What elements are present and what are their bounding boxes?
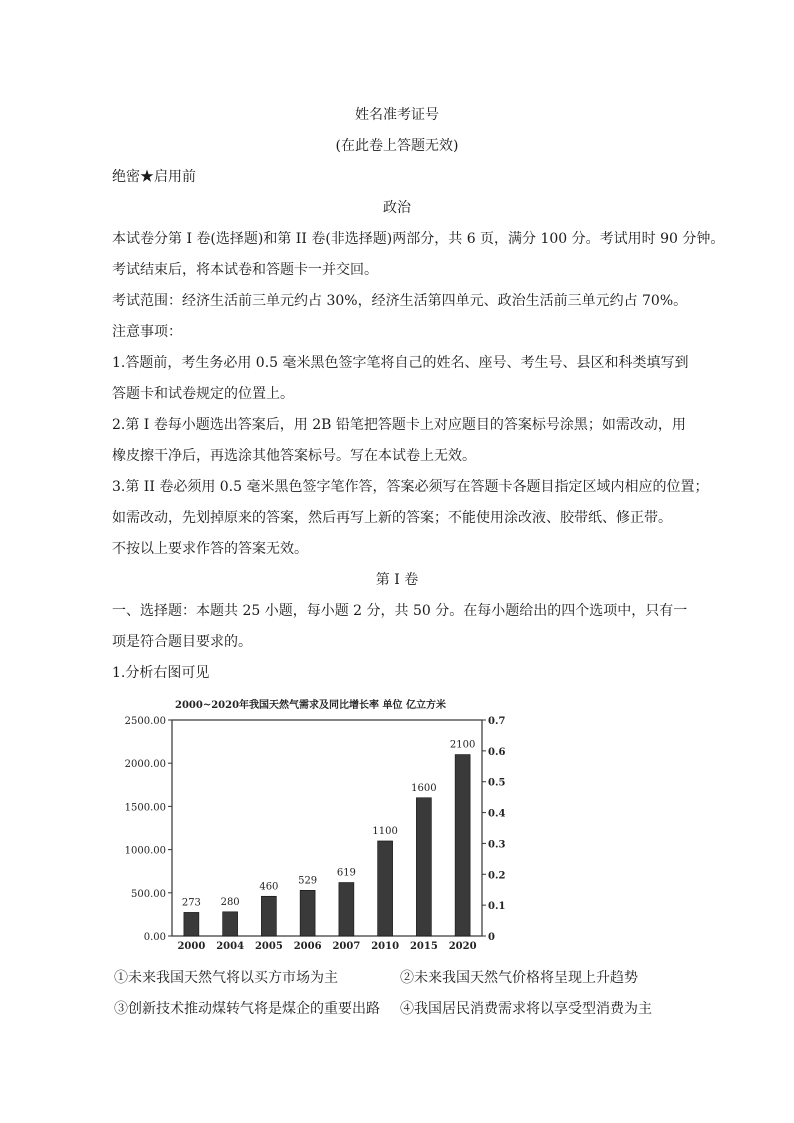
intro-line-1: 本试卷分第 I 卷(选择题)和第 II 卷(非选择题)两部分，共 6 页，满分 100 分。考试用时 90 分钟。: [112, 231, 725, 247]
y-tick-label: 500.00: [131, 888, 166, 900]
subject-title: 政治: [383, 200, 411, 216]
option-2: ②未来我国天然气价格将呈现上升趋势: [400, 970, 638, 986]
x-tick-label: 2015: [409, 941, 438, 952]
y2-tick-label: 0.1: [488, 901, 506, 913]
bar: [184, 912, 199, 936]
x-tick-label: 2020: [448, 941, 477, 952]
note-1-line-1: 1.答题前，考生务必用 0.5 毫米黑色签字笔将自己的姓名、座号、考生号、县区和科类填写到: [112, 355, 689, 371]
bar: [223, 912, 238, 936]
note-2-line-2: 橡皮擦干净后，再选涂其他答案标号。写在本试卷上无效。: [112, 448, 476, 464]
bar-data-label: 2100: [449, 739, 476, 751]
bar: [455, 755, 470, 936]
bar: [261, 896, 276, 936]
bar-data-label: 1600: [411, 782, 437, 794]
note-3-line-2: 如需改动，先划掉原来的答案，然后再写上新的答案；不能使用涂改液、胶带纸、修正带。: [112, 510, 672, 526]
option-4: ④我国居民消费需求将以享受型消费为主: [400, 1001, 652, 1017]
intro-line-2: 考试结束后，将本试卷和答题卡一并交回。: [112, 262, 378, 278]
option-3: ③创新技术推动煤转气将是煤企的重要出路: [114, 1001, 380, 1017]
x-tick-label: 2007: [332, 941, 361, 952]
y-tick-label: 1500.00: [124, 802, 166, 814]
y-tick-label: 0.00: [143, 932, 166, 943]
y2-tick-label: 0.5: [488, 777, 506, 789]
chart-title: 2000~2020年我国天然气需求及同比增长率 单位 亿立方米: [175, 700, 447, 711]
bar-data-label: 529: [298, 875, 318, 887]
x-tick-label: 2010: [371, 941, 400, 952]
y2-tick-label: 0.3: [488, 839, 506, 851]
plot-frame: [172, 720, 482, 936]
y-tick-label: 1000.00: [124, 845, 166, 857]
x-tick-label: 2005: [254, 941, 283, 952]
y-tick-label: 2000.00: [124, 759, 166, 771]
gas-demand-chart: [110, 694, 522, 956]
option-1: ①未来我国天然气将以买方市场为主: [114, 970, 338, 986]
note-2-line-1: 2.第 I 卷每小题选出答案后，用 2B 铅笔把答题卡上对应题目的答案标号涂黑；如需改动，用: [112, 417, 686, 433]
y2-tick-label: 0.7: [488, 716, 506, 727]
note-3-line-3: 不按以上要求作答的答案无效。: [112, 541, 308, 557]
y2-tick-label: 0.6: [488, 746, 506, 758]
note-1-line-2: 答题卡和试卷规定的位置上。: [112, 386, 294, 402]
bar: [300, 890, 315, 936]
x-tick-label: 2004: [216, 941, 245, 952]
bar-data-label: 460: [259, 881, 279, 893]
section-instruction-line-2: 项是符合题目要求的。: [112, 634, 252, 650]
y-tick-label: 2500.00: [124, 716, 166, 727]
section-instruction-line-1: 一、选择题：本题共 25 小题，每小题 2 分，共 50 分。在每小题给出的四个选项中，只有一: [112, 603, 688, 619]
x-tick-label: 2006: [293, 941, 322, 952]
y2-tick-label: 0.2: [488, 870, 506, 882]
note-3-line-1: 3.第 II 卷必须用 0.5 毫米黑色签字笔作答，答案必须写在答题卡各题目指定区域内相应的位置；: [112, 479, 709, 495]
x-tick-label: 2000: [177, 941, 206, 952]
notice-title: 注意事项：: [112, 324, 182, 340]
question-1: 1.分析右图可见: [112, 665, 210, 681]
bar: [339, 883, 354, 936]
y2-tick-label: 0: [488, 932, 495, 943]
part1-title: 第 I 卷: [375, 572, 419, 588]
bar-data-label: 1100: [372, 825, 398, 837]
exam-scope: 考试范围：经济生活前三单元约占 30%，经济生活第四单元、政治生活前三单元约占 70%。: [112, 293, 688, 309]
secret-mark: 绝密★启用前: [112, 169, 196, 185]
bar-data-label: 280: [220, 896, 240, 908]
y2-tick-label: 0.4: [488, 808, 506, 820]
bar: [378, 841, 393, 936]
name-line: 姓名准考证号: [355, 107, 439, 123]
bar-data-label: 273: [181, 897, 201, 909]
invalid-note: (在此卷上答题无效): [335, 138, 459, 154]
bar-data-label: 619: [336, 867, 356, 879]
bar: [416, 798, 431, 936]
